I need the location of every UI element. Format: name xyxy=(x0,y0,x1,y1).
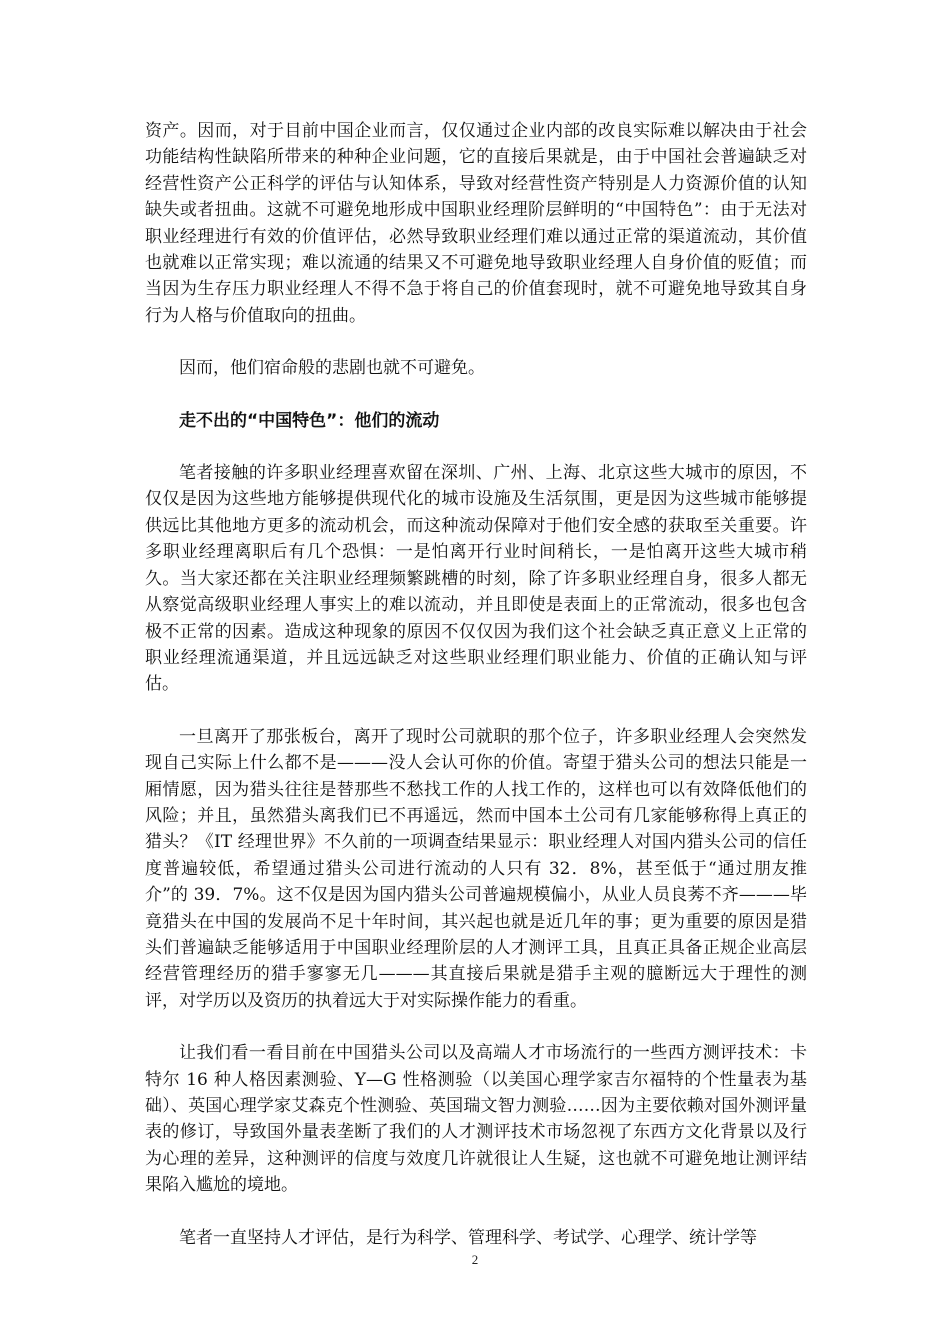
paragraph-1: 资产。因而，对于目前中国企业而言，仅仅通过企业内部的改良实际难以解决由于社会功能结构性缺陷所带来的种种企业问题，它的直接后果就是，由于中国社会普遍缺乏对经营性资产公正科学的评估与认知体系，导致对经营性资产特别是人力资源价值的认知缺失或者扭曲。这就不可避免地形成中国职业经理阶层鲜明的“中国特色”：由于无法对职业经理进行有效的价值评估，必然导致职业经理们难以通过正常的渠道流动，其价值也就难以正常实现；难以流通的结果又不可避免地导致职业经理人自身价值的贬值；而当因为生存压力职业经理人不得不急于将自己的价值套现时，就不可避免地导致其自身行为人格与价值取向的扭曲。 xyxy=(145,121,807,326)
paragraph-gap xyxy=(145,329,807,355)
paragraph-5: 让我们看一看目前在中国猎头公司以及高端人才市场流行的一些西方测评技术：卡特尔 16 种人格因素测验、Y—G 性格测验（以美国心理学家吉尔福特的个性量表为基础）、英国心理学家艾森克个性测验、英国瑞文智力测验……因为主要依赖对国外测评量表的修订，导致国外量表垄断了我们的人才测评技术市场忽视了东西方文化背景以及行为心理的差异，这种测评的信度与效度几许就很让人生疑，这也就不可避免地让测评结果陷入尴尬的境地。 xyxy=(145,1043,807,1196)
paragraph-3: 笔者接触的许多职业经理喜欢留在深圳、广州、上海、北京这些大城市的原因，不仅仅是因为这些地方能够提供现代化的城市设施及生活氛围，更是因为这些城市能够提供远比其他地方更多的流动机会，而这种流动保障对于他们安全感的获取至关重要。许多职业经理离职后有几个恐惧：一是怕离开行业时间稍长，一是怕离开这些大城市稍久。当大家还都在关注职业经理频繁跳槽的时刻，除了许多职业经理自身，很多人都无从察觉高级职业经理人事实上的难以流动，并且即使是表面上的正常流动，很多也包含极不正常的因素。造成这种现象的原因不仅仅因为我们这个社会缺乏真正意义上正常的职业经理流通渠道，并且远远缺乏对这些职业经理们职业能力、价值的正确认知与评估。 xyxy=(145,463,807,695)
page-number: 2 xyxy=(471,1252,479,1267)
paragraph-gap xyxy=(145,382,807,408)
paragraph-gap xyxy=(145,1014,807,1040)
paragraph-6: 笔者一直坚持人才评估，是行为科学、管理科学、考试学、心理学、统计学等 xyxy=(179,1227,757,1248)
document-body xyxy=(145,118,807,1251)
paragraph-gap xyxy=(145,434,807,460)
paragraph-gap xyxy=(145,698,807,724)
paragraph-2: 因而，他们宿命般的悲剧也就不可避免。 xyxy=(179,358,485,379)
paragraph-gap xyxy=(145,1199,807,1225)
paragraph-4: 一旦离开了那张板台，离开了现时公司就职的那个位子，许多职业经理人会突然发现自己实际上什么都不是———没人会认可你的价值。寄望于猎头公司的想法只能是一厢情愿，因为猎头往往是替那些不愁找工作的人找工作的，这样也可以有效降低他们的风险；并且，虽然猎头离我们已不再遥远，然而中国本土公司有几家能够称得上真正的猎头？《IT 经理世界》不久前的一项调查结果显示：职业经理人对国内猎头公司的信任度普遍较低，希望通过猎头公司进行流动的人只有 32．8%，甚至低于“通过朋友推介”的 39．7%。这不仅是因为国内猎头公司普遍规模偏小，从业人员良莠不齐———毕竟猎头在中国的发展尚不足十年时间，其兴起也就是近几年的事；更为重要的原因是猎头们普遍缺乏能够适用于中国职业经理阶层的人才测评工具，且真正具备正规企业高层经营管理经历的猎手寥寥无几———其直接后果就是猎手主观的臆断远大于理性的测评，对学历以及资历的执着远大于对实际操作能力的看重。 xyxy=(145,726,807,1011)
section-heading: 走不出的“中国特色”：他们的流动 xyxy=(179,410,440,431)
